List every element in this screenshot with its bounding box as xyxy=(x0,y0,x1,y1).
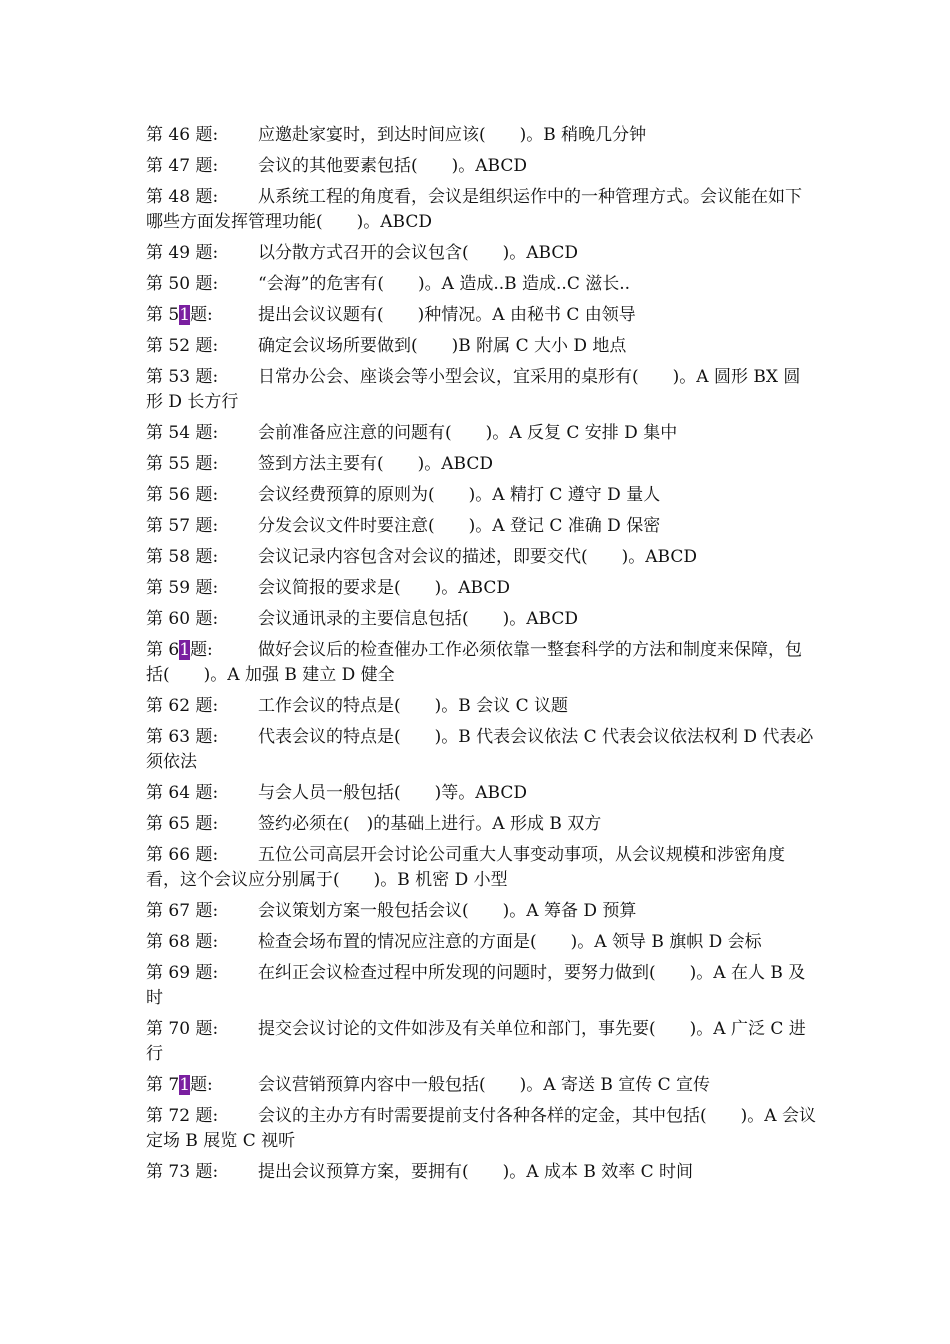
question-item xyxy=(146,1017,816,1067)
question-number xyxy=(146,812,258,837)
question-number-suffix: 9 题: xyxy=(179,578,219,598)
question-text: 日常办公会、座谈会等小型会议，宜采用的桌形有( )。A 圆形 BX 圆形 D 长方行 xyxy=(146,367,801,412)
question-number-prefix: 第 7 xyxy=(146,1019,180,1039)
question-number xyxy=(146,241,258,266)
question-number-suffix: 9 题: xyxy=(179,243,219,263)
question-text: 会议策划方案一般包括会议( )。A 筹备 D 预算 xyxy=(258,901,637,921)
question-number xyxy=(146,899,258,924)
question-item xyxy=(146,185,816,235)
question-number-suffix: 0 题: xyxy=(179,1019,219,1039)
document-page xyxy=(146,123,816,1191)
question-item xyxy=(146,725,816,775)
question-number-prefix: 第 7 xyxy=(146,1075,180,1095)
question-text: 确定会议场所要做到( )B 附属 C 大小 D 地点 xyxy=(258,336,627,356)
question-number-suffix: 4 题: xyxy=(179,783,219,803)
question-number-suffix: 8 题: xyxy=(179,187,219,207)
question-number-prefix: 第 6 xyxy=(146,727,180,747)
question-number xyxy=(146,843,258,868)
question-item xyxy=(146,483,816,508)
question-item xyxy=(146,607,816,632)
question-item xyxy=(146,1104,816,1154)
question-number xyxy=(146,452,258,477)
question-number xyxy=(146,185,258,210)
question-number-suffix: 题: xyxy=(190,305,213,325)
question-text: “会海”的危害有( )。A 造成..B 造成..C 滋长.. xyxy=(258,274,631,294)
question-text: 会议的主办方有时需要提前支付各种各样的定金，其中包括( )。A 会议定场 B 展览 C 视听 xyxy=(146,1106,816,1151)
question-item xyxy=(146,1160,816,1185)
question-number-suffix: 5 题: xyxy=(179,814,219,834)
question-number xyxy=(146,545,258,570)
question-number-suffix: 7 题: xyxy=(179,516,219,536)
question-number-prefix: 第 4 xyxy=(146,187,180,207)
question-number-suffix: 0 题: xyxy=(179,274,219,294)
question-number-prefix: 第 5 xyxy=(146,367,180,387)
question-number-prefix: 第 5 xyxy=(146,423,180,443)
question-number-prefix: 第 6 xyxy=(146,963,180,983)
question-number xyxy=(146,272,258,297)
question-item xyxy=(146,694,816,719)
question-number-prefix: 第 6 xyxy=(146,696,180,716)
question-item xyxy=(146,272,816,297)
question-text: 提出会议议题有( )种情况。A 由秘书 C 由领导 xyxy=(258,305,636,325)
question-number-prefix: 第 6 xyxy=(146,783,180,803)
question-item xyxy=(146,303,816,328)
question-number xyxy=(146,154,258,179)
question-number xyxy=(146,607,258,632)
question-number-suffix: 7 题: xyxy=(179,156,219,176)
question-number-prefix: 第 5 xyxy=(146,305,180,325)
question-item xyxy=(146,452,816,477)
question-text: 会议简报的要求是( )。ABCD xyxy=(258,578,510,598)
question-text: 签到方法主要有( )。ABCD xyxy=(258,454,493,474)
question-number-suffix: 4 题: xyxy=(179,423,219,443)
highlighted-digit: 1 xyxy=(179,305,191,325)
question-item xyxy=(146,154,816,179)
question-number xyxy=(146,483,258,508)
question-number-prefix: 第 5 xyxy=(146,547,180,567)
question-number xyxy=(146,365,258,390)
question-text: 会议经费预算的原则为( )。A 精打 C 遵守 D 量人 xyxy=(258,485,661,505)
question-number-suffix: 7 题: xyxy=(179,901,219,921)
question-number-prefix: 第 4 xyxy=(146,243,180,263)
question-number-suffix: 6 题: xyxy=(179,845,219,865)
question-number xyxy=(146,638,258,663)
question-text: 以分散方式召开的会议包含( )。ABCD xyxy=(258,243,578,263)
question-item xyxy=(146,1073,816,1098)
question-number xyxy=(146,514,258,539)
question-text: 与会人员一般包括( )等。ABCD xyxy=(258,783,527,803)
question-number-prefix: 第 5 xyxy=(146,336,180,356)
question-item xyxy=(146,514,816,539)
question-number-prefix: 第 4 xyxy=(146,125,180,145)
question-number-suffix: 题: xyxy=(190,1075,213,1095)
question-number-suffix: 2 题: xyxy=(179,696,219,716)
question-text: 代表会议的特点是( )。B 代表会议依法 C 代表会议依法权利 D 代表必须依法 xyxy=(146,727,814,772)
question-text: 做好会议后的检查催办工作必须依靠一整套科学的方法和制度来保障，包括( )。A 加强 B 建立 D 健全 xyxy=(146,640,802,685)
question-number xyxy=(146,1160,258,1185)
question-number-suffix: 6 题: xyxy=(179,125,219,145)
question-text: 会议记录内容包含对会议的描述，即要交代( )。ABCD xyxy=(258,547,697,567)
question-number-suffix: 8 题: xyxy=(179,547,219,567)
question-text: 提交会议讨论的文件如涉及有关单位和部门，事先要( )。A 广泛 C 进行 xyxy=(146,1019,806,1064)
question-item xyxy=(146,812,816,837)
question-number xyxy=(146,576,258,601)
question-number xyxy=(146,961,258,986)
question-item xyxy=(146,961,816,1011)
question-text: 签约必须在( )的基础上进行。A 形成 B 双方 xyxy=(258,814,602,834)
question-item xyxy=(146,123,816,148)
question-item xyxy=(146,421,816,446)
question-number-suffix: 5 题: xyxy=(179,454,219,474)
question-text: 会议的其他要素包括( )。ABCD xyxy=(258,156,527,176)
question-number-suffix: 8 题: xyxy=(179,932,219,952)
question-text: 工作会议的特点是( )。B 会议 C 议题 xyxy=(258,696,568,716)
question-text: 提出会议预算方案，要拥有( )。A 成本 B 效率 C 时间 xyxy=(258,1162,694,1182)
question-number xyxy=(146,694,258,719)
question-text: 五位公司高层开会讨论公司重大人事变动事项，从会议规模和涉密角度看，这个会议应分别属于( )。B 机密 D 小型 xyxy=(146,845,785,890)
question-number-prefix: 第 7 xyxy=(146,1106,180,1126)
question-number xyxy=(146,1017,258,1042)
question-number-suffix: 3 题: xyxy=(179,367,219,387)
question-number-suffix: 题: xyxy=(190,640,213,660)
question-number-suffix: 2 题: xyxy=(179,1106,219,1126)
question-number-prefix: 第 6 xyxy=(146,932,180,952)
question-number-suffix: 9 题: xyxy=(179,963,219,983)
question-number-prefix: 第 7 xyxy=(146,1162,180,1182)
question-item xyxy=(146,576,816,601)
question-number xyxy=(146,334,258,359)
highlighted-digit: 1 xyxy=(179,1075,191,1095)
question-number-suffix: 3 题: xyxy=(179,727,219,747)
question-number-prefix: 第 6 xyxy=(146,901,180,921)
question-text: 会议通讯录的主要信息包括( )。ABCD xyxy=(258,609,578,629)
question-item xyxy=(146,843,816,893)
question-number-prefix: 第 6 xyxy=(146,609,180,629)
question-item xyxy=(146,638,816,688)
question-text: 会议营销预算内容中一般包括( )。A 寄送 B 宣传 C 宣传 xyxy=(258,1075,711,1095)
question-number xyxy=(146,1073,258,1098)
question-item xyxy=(146,365,816,415)
question-number-suffix: 6 题: xyxy=(179,485,219,505)
question-text: 从系统工程的角度看，会议是组织运作中的一种管理方式。会议能在如下哪些方面发挥管理功能( )。ABCD xyxy=(146,187,802,232)
question-text: 会前准备应注意的问题有( )。A 反复 C 安排 D 集中 xyxy=(258,423,678,443)
question-number xyxy=(146,1104,258,1129)
question-text: 检查会场布置的情况应注意的方面是( )。A 领导 B 旗帜 D 会标 xyxy=(258,932,762,952)
question-number-suffix: 0 题: xyxy=(179,609,219,629)
question-number xyxy=(146,725,258,750)
question-item xyxy=(146,334,816,359)
question-number-prefix: 第 6 xyxy=(146,814,180,834)
question-text: 在纠正会议检查过程中所发现的问题时，要努力做到( )。A 在人 B 及时 xyxy=(146,963,806,1008)
question-number-prefix: 第 5 xyxy=(146,516,180,536)
question-number xyxy=(146,781,258,806)
question-text: 应邀赴家宴时，到达时间应该( )。B 稍晚几分钟 xyxy=(258,125,647,145)
question-item xyxy=(146,241,816,266)
question-number-prefix: 第 4 xyxy=(146,156,180,176)
question-number xyxy=(146,123,258,148)
question-item xyxy=(146,930,816,955)
question-number xyxy=(146,421,258,446)
question-item xyxy=(146,899,816,924)
question-number-suffix: 2 题: xyxy=(179,336,219,356)
question-number xyxy=(146,930,258,955)
question-number-prefix: 第 5 xyxy=(146,485,180,505)
question-number xyxy=(146,303,258,328)
question-number-prefix: 第 6 xyxy=(146,845,180,865)
question-number-suffix: 3 题: xyxy=(179,1162,219,1182)
question-number-prefix: 第 5 xyxy=(146,454,180,474)
question-text: 分发会议文件时要注意( )。A 登记 C 准确 D 保密 xyxy=(258,516,661,536)
question-number-prefix: 第 6 xyxy=(146,640,180,660)
highlighted-digit: 1 xyxy=(179,640,191,660)
question-number-prefix: 第 5 xyxy=(146,274,180,294)
question-item xyxy=(146,781,816,806)
question-item xyxy=(146,545,816,570)
question-number-prefix: 第 5 xyxy=(146,578,180,598)
